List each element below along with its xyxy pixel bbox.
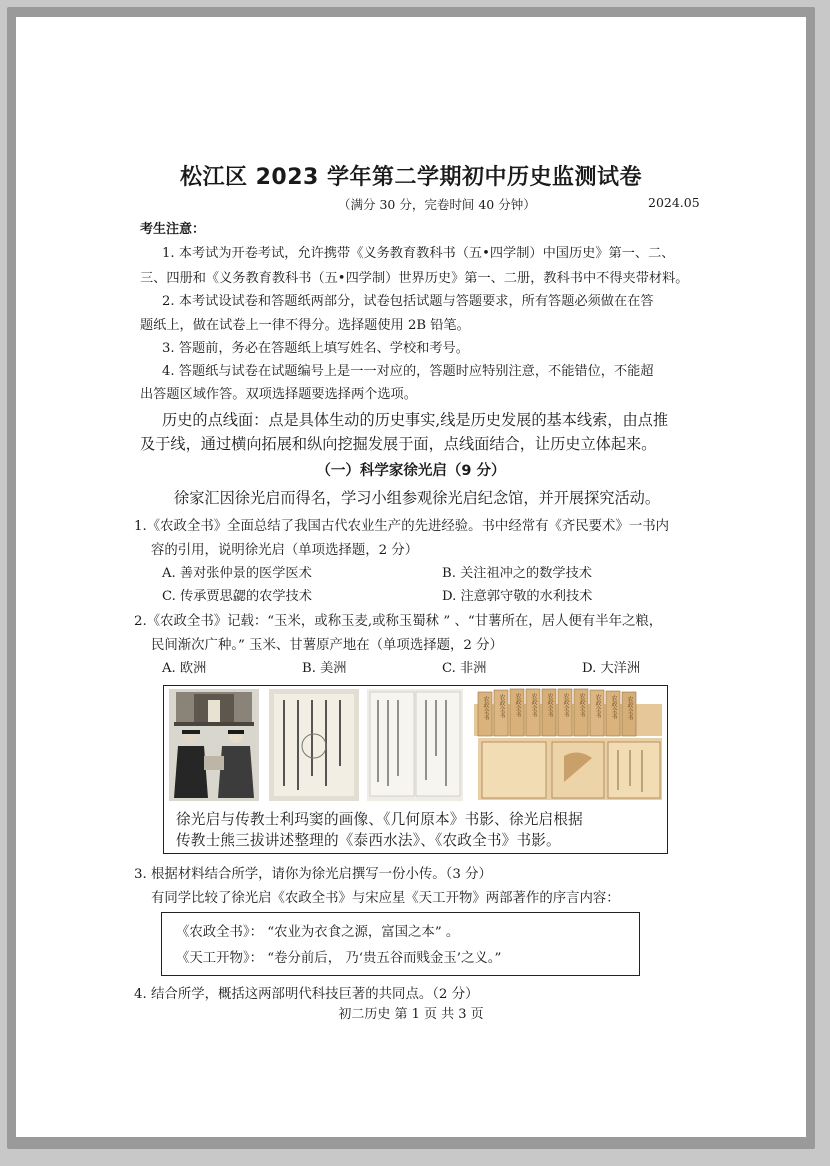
- q2-option-d: D. 大洋洲: [582, 661, 641, 676]
- figure-box: [163, 685, 668, 854]
- notice-line: 3. 答题前，务必在答题纸上填写姓名、学校和考号。: [162, 341, 469, 356]
- notice-heading: 考生注意：: [140, 222, 206, 237]
- notice-line: 4. 答题纸与试卷在试题编号上是一一对应的，答题时应特别注意，不能错位，不能超: [162, 364, 654, 379]
- intro-line: 及于线，通过横向拓展和纵向挖掘发展于面，点线面结合，让历史立体起来。: [140, 435, 657, 453]
- q2-option-a: A. 欧洲: [162, 661, 207, 676]
- question-3: 3. 根据材料结合所学，请你为徐光启撰写一份小传。（3 分）: [134, 867, 492, 882]
- taixi-shuifa-image: [367, 689, 463, 801]
- question-3-material: 有同学比较了徐光启《农政全书》与宋应星《天工开物》两部著作的序言内容：: [151, 891, 620, 906]
- book-spine-label: 农政全书: [546, 693, 553, 717]
- exam-date: 2024.05: [648, 195, 700, 210]
- exam-subtitle: （满分 30 分，完卷时间 40 分钟）: [338, 197, 536, 212]
- book-spine-label: 农政全书: [578, 693, 585, 717]
- q1-option-d: D. 注意郭守敬的水利技术: [442, 589, 593, 604]
- notice-line: 出答题区域作答。双项选择题要选择两个选项。: [140, 387, 417, 402]
- quote-nongzheng: 《农政全书》： “农业为衣食之源，富国之本” 。: [176, 925, 460, 940]
- q1-option-b: B. 关注祖冲之的数学技术: [442, 566, 592, 581]
- book-spine-label: 农政全书: [610, 695, 617, 719]
- page-footer: 初二历史 第 1 页 共 3 页: [338, 1007, 484, 1022]
- figure-caption: 传教士熊三拔讲述整理的《泰西水法》、《农政全书》书影。: [176, 832, 561, 849]
- book-spine-label: 农政全书: [498, 694, 505, 718]
- notice-line: 三、四册和《义务教育教科书（五•四学制）世界历史》第一、二册，教科书中不得夹带材料。: [140, 271, 689, 286]
- intro-line: 历史的点线面：点是具体生动的历史事实,线是历史发展的基本线索，由点推: [162, 411, 669, 429]
- book-spine-label: 农政全书: [594, 694, 601, 718]
- exam-page: [16, 17, 806, 1137]
- book-spine-label: 农政全书: [530, 693, 537, 717]
- q1-option-a: A. 善对张仲景的医学医术: [162, 566, 312, 581]
- question-2: 2.《农政全书》记载：“玉米，或称玉麦,或称玉蜀秫 ” 、“甘薯所在，居人便有半年之粮，: [134, 614, 663, 629]
- notice-line: 2. 本考试设试卷和答题纸两部分，试卷包括试题与答题要求，所有答题必须做在在答: [162, 294, 654, 309]
- book-spine-label: 农政全书: [514, 693, 521, 717]
- question-1-cont: 容的引用，说明徐光启（单项选择题，2 分）: [151, 543, 419, 558]
- question-1: 1.《农政全书》全面总结了我国古代农业生产的先进经验。书中经常有《齐民要术》一书内: [134, 519, 670, 534]
- page-title: 松江区 2023 学年第二学期初中历史监测试卷: [179, 165, 643, 190]
- book-spine-label: 农政全书: [626, 696, 633, 720]
- quote-box: [161, 912, 640, 976]
- q2-option-c: C. 非洲: [442, 661, 487, 676]
- q2-option-b: B. 美洲: [302, 661, 347, 676]
- portrait-image: [169, 689, 259, 801]
- q1-option-c: C. 传承贾思勰的农学技术: [162, 589, 312, 604]
- geometry-book-image: [269, 689, 359, 801]
- section-heading: （一）科学家徐光启（9 分）: [316, 463, 506, 479]
- quote-tiangong: 《天工开物》： “卷分前后， 乃‘贵五谷而贱金玉’之义。”: [176, 951, 502, 966]
- question-4: 4. 结合所学，概括这两部明代科技巨著的共同点。（2 分）: [134, 987, 479, 1002]
- notice-line: 1. 本考试为开卷考试，允许携带《义务教育教科书（五•四学制）中国历史》第一、二、: [162, 246, 675, 261]
- notice-line: 题纸上，做在试卷上一律不得分。选择题使用 2B 铅笔。: [140, 318, 470, 333]
- book-spine-label: 农政全书: [562, 693, 569, 717]
- book-spine-label: 农政全书: [482, 696, 489, 720]
- section-lead: 徐家汇因徐光启而得名，学习小组参观徐光启纪念馆，并开展探究活动。: [174, 489, 660, 507]
- figure-caption: 徐光启与传教士利玛窦的画像、《几何原本》书影、徐光启根据: [176, 811, 583, 828]
- question-2-cont: 民间渐次广种。” 玉米、甘薯原产地在（单项选择题，2 分）: [151, 638, 503, 653]
